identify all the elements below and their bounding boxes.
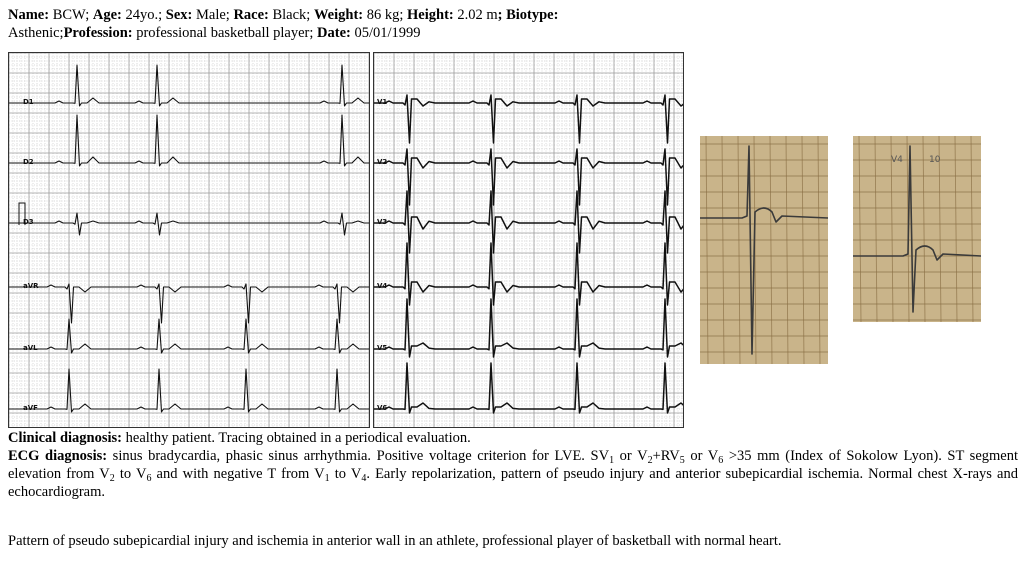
photo-number-label: 10: [929, 155, 941, 165]
ecg-lead-trace: [374, 243, 683, 305]
ecg-dx-text: to V: [114, 466, 147, 482]
ecg-dx-sub: 6: [146, 473, 152, 484]
ecg-lead-trace: [374, 191, 683, 253]
ecg-dx-sub: 1: [609, 455, 615, 466]
sex-value: Male;: [192, 7, 230, 23]
lead-label: V1: [377, 98, 388, 106]
lead-label: V6: [377, 404, 388, 412]
ecg-dx-text: or V: [614, 448, 648, 464]
ecg-dx-text: or V: [684, 448, 719, 464]
ecg-diagnosis: [8, 447, 1018, 501]
photo-paper: [700, 136, 828, 364]
height-label: Height:: [407, 7, 454, 23]
age-label: Age:: [92, 7, 122, 23]
biotype-label: ; Biotype:: [497, 7, 559, 23]
ecg-precordial-leads-panel: [373, 52, 684, 428]
lead-label: D1: [23, 98, 34, 106]
biotype-value: Asthenic;: [8, 25, 64, 41]
lead-label: D3: [23, 218, 34, 226]
ecg-dx-sub: 6: [718, 455, 724, 466]
clinical-text: healthy patient. Tracing obtained in a periodical evaluation.: [122, 430, 471, 446]
ecg-dx-text: . Early repolarization, pattern of pseudo injury and anterior subepicardial ischemia. Normal chest X-rays and echocardiogram.: [8, 466, 1018, 500]
ecg-detail-photo-2: [853, 136, 981, 322]
ecg-dx-text: sinus bradycardia, phasic sinus arrhythmia. Positive voltage criterion for LVE. SV: [107, 448, 610, 464]
ecg-dx-text: +RV: [652, 448, 680, 464]
date-value: 05/01/1999: [350, 25, 421, 41]
ecg-dx-sub: 4: [361, 473, 367, 484]
ecg-detail-photo-2-image: [853, 136, 981, 322]
ecg-grid: [374, 53, 683, 427]
lead-label: V3: [377, 218, 388, 226]
ecg-grid: [9, 53, 369, 427]
photo-paper: [853, 136, 981, 322]
ecg-dx-sub: 2: [109, 473, 115, 484]
lead-label: V4: [377, 282, 388, 290]
clinical-diagnosis: [8, 429, 1018, 447]
sex-label: Sex:: [165, 7, 193, 23]
lead-label: V2: [377, 158, 388, 166]
ecg-dx-text: to V: [329, 466, 362, 482]
ecg-lead-trace: [374, 299, 683, 357]
lead-label: D2: [23, 158, 34, 166]
ecg-precordial-leads-tracing: [374, 53, 683, 427]
lead-label: V5: [377, 344, 388, 352]
patient-header: [8, 6, 1018, 42]
age-value: 24yo.;: [121, 7, 163, 23]
height-value: 2.02 m: [453, 7, 498, 23]
clinical-label: Clinical diagnosis:: [8, 430, 123, 446]
ecg-limb-leads-tracing: [9, 53, 369, 427]
name-value: BCW;: [49, 7, 90, 23]
ecg-dx-text: >35 mm (Index of Sokolow Lyon). ST segment elevation from V: [8, 448, 1018, 482]
profession-label: Profession:: [63, 25, 133, 41]
ecg-dx-sub: 2: [647, 455, 653, 466]
lead-label: aVR: [23, 282, 39, 290]
ecg-lead-trace: [374, 363, 683, 413]
figure-caption: Pattern of pseudo subepicardial injury and ischemia in anterior wall in an athlete, professional player of basketball with normal heart.: [8, 533, 782, 549]
profession-value: professional basketball player;: [132, 25, 314, 41]
race-label: Race:: [233, 7, 269, 23]
ecg-limb-leads-panel: [8, 52, 370, 428]
weight-label: Weight:: [313, 7, 364, 23]
lead-label: aVF: [23, 404, 38, 412]
ecg-dx-sub: 1: [324, 473, 330, 484]
date-label: Date:: [317, 25, 351, 41]
ecg-lead-trace: [374, 95, 683, 143]
photo-lead-label: V4: [891, 155, 903, 165]
ecg-detail-photo-1-image: [700, 136, 828, 364]
ecg-dx-text: and with negative T from V: [151, 466, 325, 482]
weight-value: 86 kg;: [363, 7, 404, 23]
ecg-diagnosis-label: ECG diagnosis:: [8, 448, 108, 464]
name-label: Name:: [8, 7, 50, 23]
ecg-dx-sub: 5: [679, 455, 685, 466]
ecg-detail-photo-1: [700, 136, 828, 364]
lead-label: aVL: [23, 344, 38, 352]
race-value: Black;: [268, 7, 311, 23]
